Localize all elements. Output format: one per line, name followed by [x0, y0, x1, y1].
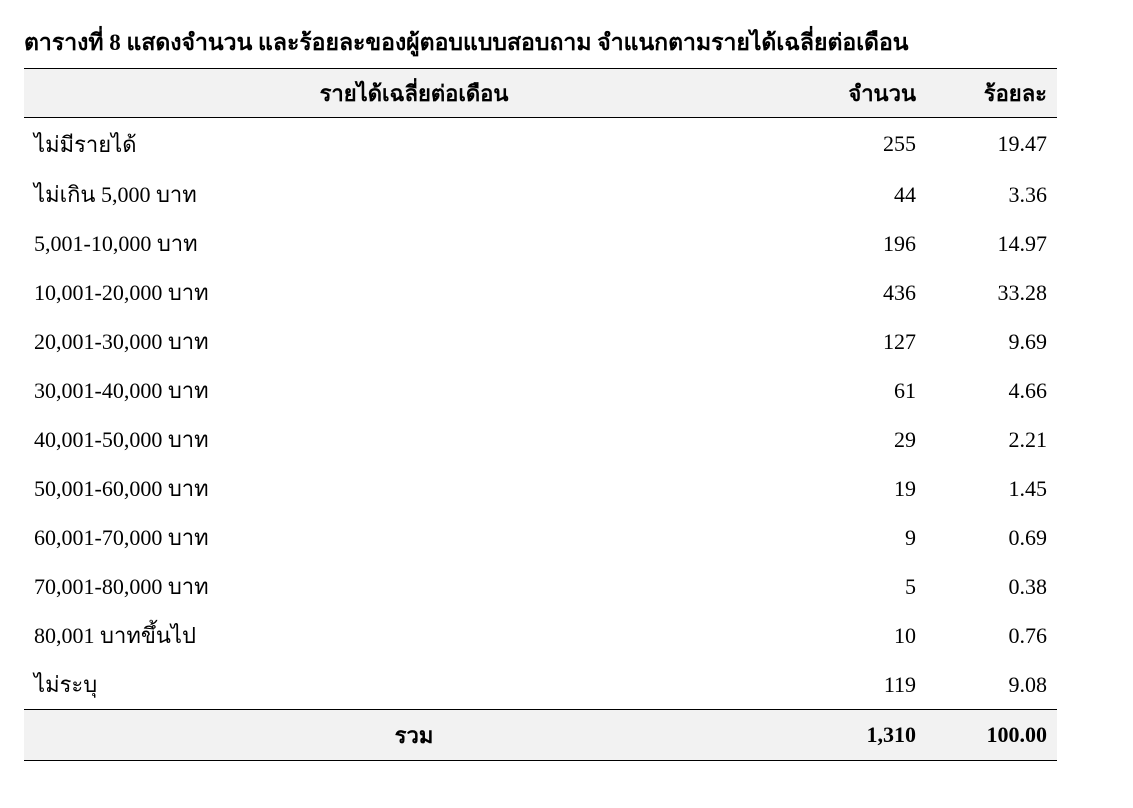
percent-value: 19.47	[997, 131, 1047, 156]
table-row	[24, 562, 1057, 611]
table-total-row	[24, 709, 1057, 761]
percent-value: 2.21	[1008, 426, 1047, 452]
income-range: ไม่ระบุ	[34, 672, 98, 697]
count-value: 61	[894, 377, 916, 403]
table-row	[24, 660, 1057, 709]
count-value: 127	[883, 328, 916, 354]
percent-value: 4.66	[1008, 377, 1047, 403]
header-percent: ร้อยละ	[983, 80, 1047, 106]
table-header-row	[24, 68, 1057, 118]
income-range: 10,001-20,000 บาท	[34, 280, 209, 305]
percent-value: 9.08	[1008, 671, 1047, 697]
count-value: 10	[894, 622, 916, 648]
table-row	[24, 464, 1057, 513]
table-row	[24, 170, 1057, 219]
income-range: ไม่เกิน 5,000 บาท	[34, 182, 197, 207]
count-value: 19	[894, 475, 916, 501]
percent-value: 3.36	[1008, 181, 1047, 207]
income-range: ไม่มีรายได้	[34, 131, 137, 157]
income-range: 60,001-70,000 บาท	[34, 525, 209, 550]
income-range: 70,001-80,000 บาท	[34, 574, 209, 599]
total-count: 1,310	[866, 722, 916, 747]
income-range: 80,001 บาทขึ้นไป	[34, 623, 196, 648]
count-value: 436	[883, 279, 916, 305]
income-table	[24, 68, 1057, 761]
count-value: 9	[905, 524, 916, 550]
count-value: 44	[894, 181, 916, 207]
count-value: 255	[883, 131, 916, 156]
percent-value: 0.69	[1008, 524, 1047, 550]
table-row	[24, 513, 1057, 562]
percent-value: 9.69	[1008, 328, 1047, 354]
table-body	[24, 118, 1057, 709]
count-value: 5	[905, 573, 916, 599]
percent-value: 33.28	[997, 279, 1047, 305]
income-range: 50,001-60,000 บาท	[34, 476, 209, 501]
table-row	[24, 268, 1057, 317]
table-row	[24, 219, 1057, 268]
percent-value: 0.38	[1008, 573, 1047, 599]
percent-value: 14.97	[997, 230, 1047, 256]
total-percent: 100.00	[986, 722, 1047, 747]
total-label: รวม	[394, 722, 434, 748]
percent-value: 0.76	[1008, 622, 1047, 648]
table-row	[24, 415, 1057, 464]
percent-value: 1.45	[1008, 475, 1047, 501]
income-range: 40,001-50,000 บาท	[34, 427, 209, 452]
income-range: 30,001-40,000 บาท	[34, 378, 209, 403]
count-value: 196	[883, 230, 916, 256]
header-count: จำนวน	[848, 80, 916, 106]
table-caption: ตารางที่ 8 แสดงจำนวน และร้อยละของผู้ตอบแบบสอบถาม จำแนกตามรายได้เฉลี่ยต่อเดือน	[24, 30, 909, 55]
table-row	[24, 317, 1057, 366]
count-value: 29	[894, 426, 916, 452]
table-row	[24, 118, 1057, 170]
income-range: 20,001-30,000 บาท	[34, 329, 209, 354]
table-row	[24, 366, 1057, 415]
income-range: 5,001-10,000 บาท	[34, 231, 198, 256]
header-income: รายได้เฉลี่ยต่อเดือน	[319, 80, 509, 106]
count-value: 119	[883, 671, 916, 697]
table-row	[24, 611, 1057, 660]
